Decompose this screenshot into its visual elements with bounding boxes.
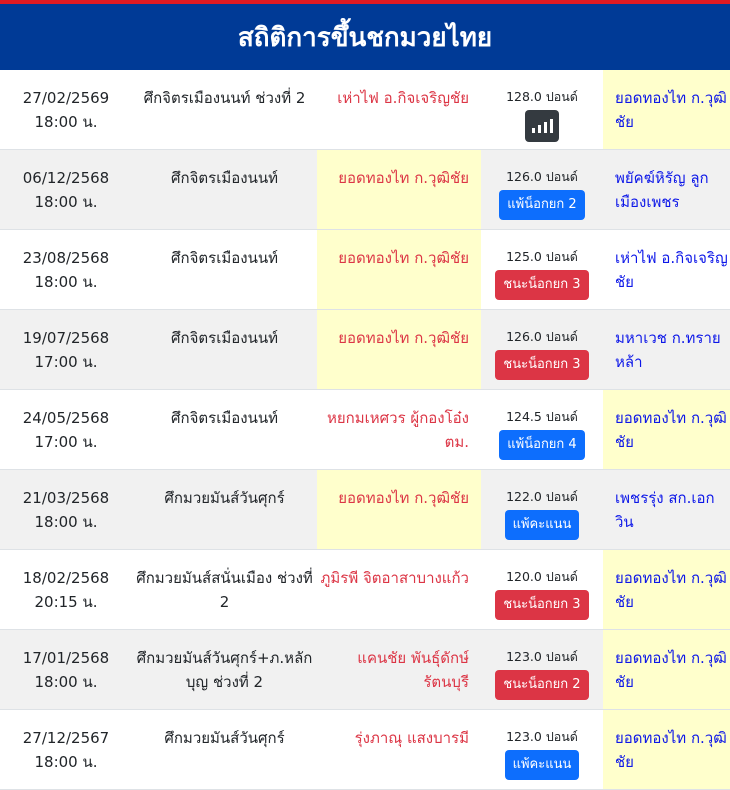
- fight-date: 23/08/2568: [22, 249, 110, 267]
- weight-label: 122.0 ปอนด์: [506, 489, 578, 504]
- red-corner-fighter[interactable]: ภูมิรพี จิตอาสาบางแก้ว: [320, 569, 469, 587]
- weight-label: 120.0 ปอนด์: [506, 569, 578, 584]
- date-cell: [0, 710, 132, 789]
- result-cell: [481, 390, 603, 469]
- fight-date: 17/01/2568: [22, 649, 110, 667]
- table-row: [0, 150, 730, 230]
- blue-corner-fighter[interactable]: ยอดทองไท ก.วุฒิชัย: [603, 70, 730, 149]
- red-corner-fighter[interactable]: หยกมเหศวร ผู้กองโอ๋ง ตม.: [326, 409, 469, 451]
- event-name[interactable]: ศึกจิตรเมืองนนท์: [171, 249, 278, 267]
- event-name[interactable]: ศึกมวยมันส์วันศุกร์: [164, 489, 285, 507]
- event-name[interactable]: ศึกมวยมันส์สนั่นเมือง ช่วงที่ 2: [136, 569, 313, 611]
- event-name[interactable]: ศึกจิตรเมืองนนท์: [171, 329, 278, 347]
- result-badge[interactable]: ชนะน็อกยก 2: [495, 670, 588, 700]
- result-cell: [481, 630, 603, 709]
- table-row: [0, 230, 730, 310]
- table-row: [0, 630, 730, 710]
- fight-time: 18:00 น.: [34, 193, 98, 211]
- table-row: [0, 310, 730, 390]
- fight-date: 21/03/2568: [22, 489, 110, 507]
- table-row: [0, 710, 730, 790]
- weight-label: 123.0 ปอนด์: [506, 649, 578, 664]
- red-corner-fighter[interactable]: แคนชัย พันธุ์ดักษ์รัตนบุรี: [357, 649, 469, 691]
- page-header: [0, 4, 730, 70]
- red-corner-fighter[interactable]: ยอดทองไท ก.วุฒิชัย: [317, 470, 481, 549]
- red-corner-fighter[interactable]: ยอดทองไท ก.วุฒิชัย: [317, 230, 481, 309]
- result-cell: [481, 310, 603, 389]
- event-name[interactable]: ศึกมวยมันส์วันศุกร์+ภ.หลักบุญ ช่วงที่ 2: [136, 649, 313, 691]
- date-cell: [0, 550, 132, 629]
- weight-label: 124.5 ปอนด์: [506, 409, 578, 424]
- fight-time: 17:00 น.: [34, 353, 98, 371]
- result-badge[interactable]: แพ้คะแนน: [505, 750, 580, 780]
- red-corner-fighter[interactable]: เห่าไฟ อ.กิจเจริญชัย: [337, 89, 469, 107]
- result-cell: [481, 70, 603, 149]
- weight-label: 125.0 ปอนด์: [506, 249, 578, 264]
- red-corner-fighter[interactable]: ยอดทองไท ก.วุฒิชัย: [317, 150, 481, 229]
- blue-corner-fighter[interactable]: พยัคฆ์หิรัญ ลูกเมืองเพชร: [615, 169, 709, 211]
- result-badge[interactable]: แพ้น็อกยก 4: [499, 430, 584, 460]
- result-badge[interactable]: แพ้น็อกยก 2: [499, 190, 584, 220]
- red-corner-fighter[interactable]: ยอดทองไท ก.วุฒิชัย: [317, 310, 481, 389]
- fight-record-table: [0, 70, 730, 790]
- date-cell: [0, 390, 132, 469]
- fight-time: 20:15 น.: [34, 593, 98, 611]
- result-cell: [481, 550, 603, 629]
- result-cell: [481, 150, 603, 229]
- table-row: [0, 390, 730, 470]
- blue-corner-fighter[interactable]: มหาเวช ก.ทรายหล้า: [615, 329, 721, 371]
- fight-date: 27/12/2567: [22, 729, 110, 747]
- fight-date: 06/12/2568: [22, 169, 110, 187]
- result-badge[interactable]: ชนะน็อกยก 3: [495, 350, 588, 380]
- blue-corner-fighter[interactable]: ยอดทองไท ก.วุฒิชัย: [603, 710, 730, 789]
- date-cell: [0, 150, 132, 229]
- date-cell: [0, 310, 132, 389]
- fight-time: 18:00 น.: [34, 113, 98, 131]
- table-row: [0, 470, 730, 550]
- event-name[interactable]: ศึกมวยมันส์วันศุกร์: [164, 729, 285, 747]
- bar-chart-icon[interactable]: [525, 110, 559, 142]
- blue-corner-fighter[interactable]: ยอดทองไท ก.วุฒิชัย: [603, 390, 730, 469]
- result-cell: [481, 710, 603, 789]
- fight-time: 18:00 น.: [34, 673, 98, 691]
- event-name[interactable]: ศึกจิตรเมืองนนท์: [171, 409, 278, 427]
- event-name[interactable]: ศึกจิตรเมืองนนท์ ช่วงที่ 2: [143, 89, 306, 107]
- fight-time: 18:00 น.: [34, 513, 98, 531]
- fight-date: 24/05/2568: [22, 409, 110, 427]
- date-cell: [0, 70, 132, 149]
- fight-time: 17:00 น.: [34, 433, 98, 451]
- result-badge[interactable]: ชนะน็อกยก 3: [495, 270, 588, 300]
- blue-corner-fighter[interactable]: เห่าไฟ อ.กิจเจริญชัย: [615, 249, 728, 291]
- result-badge[interactable]: ชนะน็อกยก 3: [495, 590, 588, 620]
- table-row: [0, 70, 730, 150]
- red-corner-fighter[interactable]: รุ่งภาณุ แสงบารมี: [354, 729, 469, 747]
- result-badge[interactable]: แพ้คะแนน: [505, 510, 580, 540]
- date-cell: [0, 630, 132, 709]
- weight-label: 126.0 ปอนด์: [506, 169, 578, 184]
- weight-label: 123.0 ปอนด์: [506, 729, 578, 744]
- table-row: [0, 550, 730, 630]
- weight-label: 126.0 ปอนด์: [506, 329, 578, 344]
- result-cell: [481, 470, 603, 549]
- date-cell: [0, 230, 132, 309]
- fight-date: 19/07/2568: [22, 329, 110, 347]
- fight-time: 18:00 น.: [34, 753, 98, 771]
- fight-date: 18/02/2568: [22, 569, 110, 587]
- blue-corner-fighter[interactable]: เพชรรุ่ง สก.เอกวิน: [615, 489, 715, 531]
- fight-time: 18:00 น.: [34, 273, 98, 291]
- blue-corner-fighter[interactable]: ยอดทองไท ก.วุฒิชัย: [603, 630, 730, 709]
- weight-label: 128.0 ปอนด์: [506, 89, 578, 104]
- blue-corner-fighter[interactable]: ยอดทองไท ก.วุฒิชัย: [603, 550, 730, 629]
- event-name[interactable]: ศึกจิตรเมืองนนท์: [171, 169, 278, 187]
- page-title: สถิติการขึ้นชกมวยไทย: [237, 22, 493, 53]
- fight-date: 27/02/2569: [22, 89, 110, 107]
- date-cell: [0, 470, 132, 549]
- result-cell: [481, 230, 603, 309]
